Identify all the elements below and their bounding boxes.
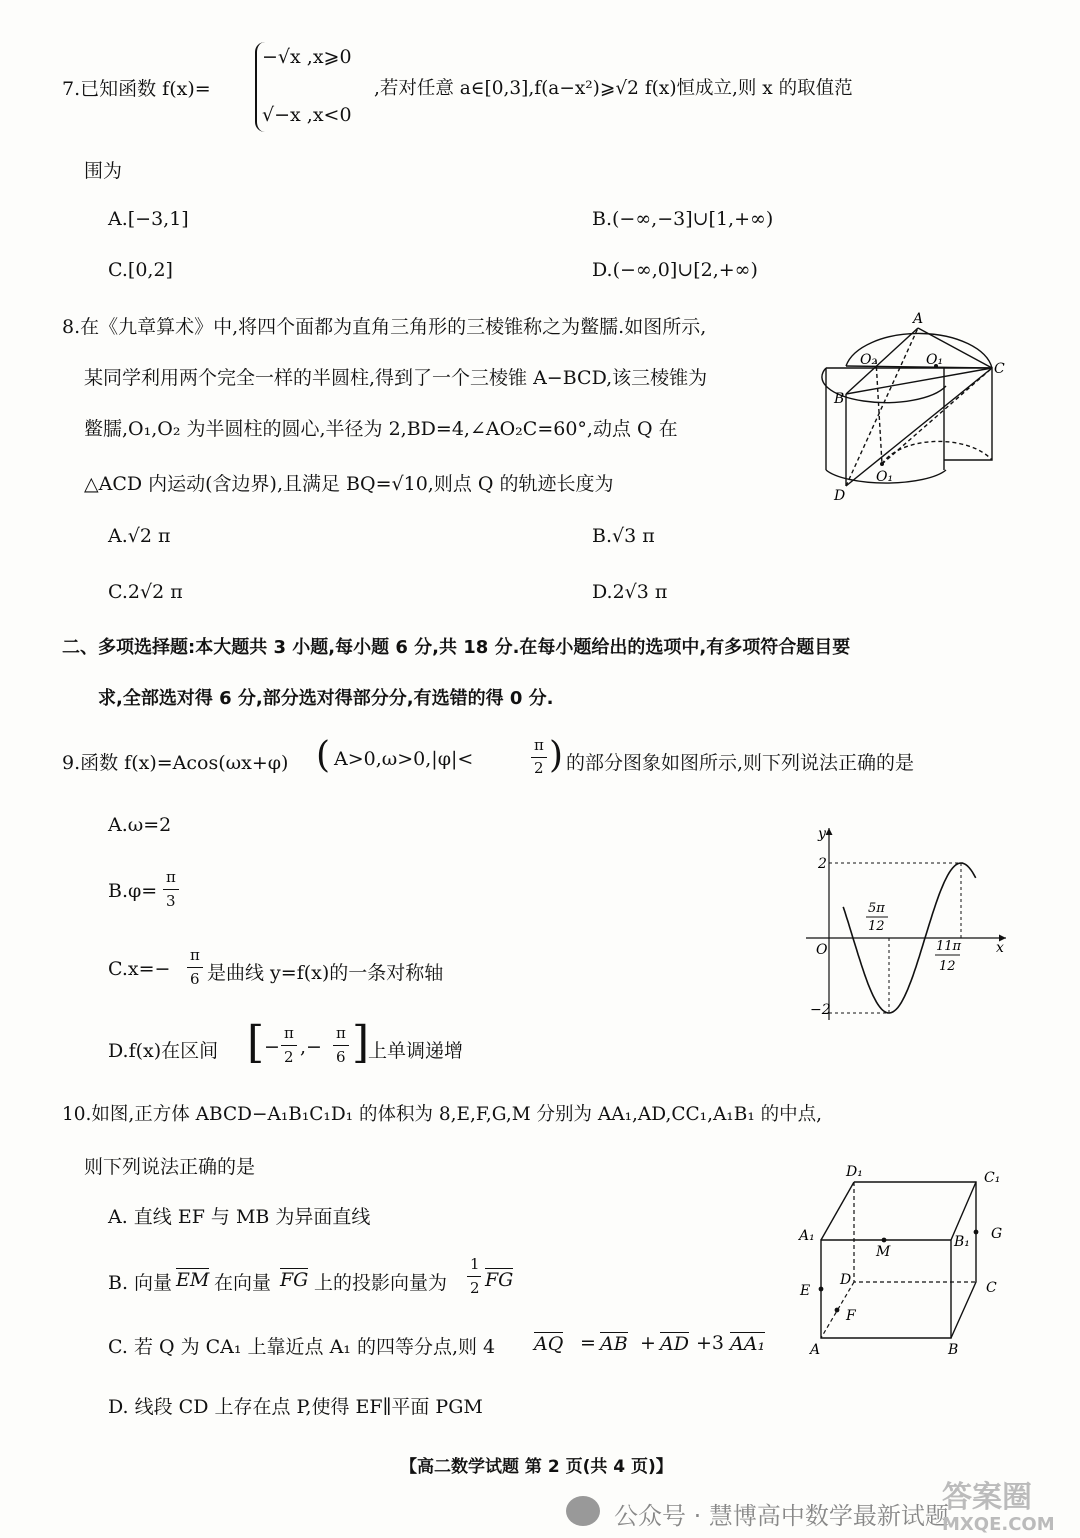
q10-option-b-den: 2: [470, 1279, 480, 1297]
q8-line-4: △ACD 内运动(含边界),且满足 BQ=√10,则点 Q 的轨迹长度为: [84, 473, 614, 495]
q10-option-b-num: 1: [470, 1255, 480, 1273]
q9-stem-pi: π: [534, 736, 544, 754]
q9-option-d-bracket-right: ]: [352, 1017, 370, 1068]
q10-option-c-vector-ab: AB: [600, 1333, 628, 1355]
q9-option-d-den2: 6: [336, 1048, 346, 1066]
q8-label-d: D: [834, 488, 846, 504]
q7-piece2: √−x ,x<0: [262, 104, 352, 126]
q10-label-g: G: [991, 1226, 1003, 1242]
q9-option-d-pre: D.f(x)在区间: [108, 1040, 219, 1062]
q8-line-3: 鳖臑,O₁,O₂ 为半圆柱的圆心,半径为 2,BD=4,∠AO₂C=60°,动点 Q 在: [84, 418, 678, 440]
q9-option-d-post: 上单调递增: [368, 1040, 464, 1062]
q10-option-b-vector-fg2: FG: [485, 1269, 514, 1291]
q7-option-a: A.[−3,1]: [108, 208, 189, 230]
q10-label-b1: B₁: [954, 1234, 970, 1250]
q9-paren-left: (: [316, 735, 331, 776]
q9-option-c-num: π: [190, 946, 200, 964]
q7-stem-start: 7.已知函数 f(x)=: [62, 78, 211, 100]
q9-option-b-bar: [163, 889, 179, 890]
q8-label-o1-top: O₁: [926, 352, 944, 368]
q10-option-c-pre: C. 若 Q 为 CA₁ 上靠近点 A₁ 的四等分点,则 4: [108, 1336, 496, 1358]
q9-stem-b: 的部分图象如图所示,则下列说法正确的是: [566, 752, 915, 774]
q9-paren-right: ): [549, 735, 564, 776]
q10-point-f: [835, 1308, 840, 1313]
q10-option-c-vector-aa1: AA₁: [730, 1333, 766, 1355]
q9-xtick-2-den: 12: [939, 959, 956, 974]
q9-ytick-2: 2: [818, 856, 827, 872]
watermark-text: 公众号 · 慧博高中数学最新试题: [614, 1502, 949, 1530]
page-footer: 【高二数学试题 第 2 页(共 4 页)】: [400, 1457, 673, 1477]
q9-xtick-2-num: 11π: [936, 939, 962, 954]
q9-option-d-comma: ,−: [300, 1036, 322, 1058]
wechat-logo-icon: [566, 1496, 600, 1526]
q8-label-a: A: [913, 311, 924, 327]
q10-stem-2: 则下列说法正确的是: [84, 1156, 256, 1178]
q10-label-d: D: [840, 1272, 852, 1288]
q10-option-b-vector-fg: FG: [280, 1269, 309, 1291]
q10-label-c1: C₁: [984, 1170, 1001, 1186]
q9-option-d-num2: π: [336, 1024, 346, 1042]
q10-label-d1: D₁: [846, 1164, 863, 1180]
q10-label-c: C: [986, 1280, 997, 1296]
watermark-stamp: [908, 1472, 1080, 1538]
q9-xtick-1-num: 5π: [868, 901, 885, 916]
q8-label-o1-bottom: O₁: [876, 469, 894, 485]
q10-label-a1: A₁: [799, 1228, 815, 1244]
q7-option-d: D.(−∞,0]∪[2,+∞): [592, 259, 758, 281]
q9-option-b-pre: B.φ=: [108, 880, 158, 902]
q9-option-d-bracket-left: [: [247, 1017, 265, 1068]
q9-option-c-bar: [187, 967, 203, 968]
q9-option-d-num1: π: [284, 1024, 294, 1042]
q10-stem-1: 10.如图,正方体 ABCD−A₁B₁C₁D₁ 的体积为 8,E,F,G,M 分别为 AA₁,AD,CC₁,A₁B₁ 的中点,: [62, 1104, 823, 1125]
q10-point-g: [974, 1230, 979, 1235]
q9-stem-two: 2: [534, 759, 544, 777]
q9-option-d-bar2: [333, 1045, 349, 1046]
section2-line-1: 二、多项选择题:本大题共 3 小题,每小题 6 分,共 18 分.在每小题给出的选项中,有多项符合题目要: [62, 637, 851, 658]
q10-point-e: [819, 1287, 824, 1292]
q9-option-c-den: 6: [190, 970, 200, 988]
q8-line-2: 某同学利用两个完全一样的半圆柱,得到了一个三棱锥 A−BCD,该三棱锥为: [84, 367, 708, 389]
q10-option-b-mid2: 上的投影向量为: [314, 1272, 448, 1294]
q9-option-d-den1: 2: [284, 1048, 294, 1066]
q7-stem-end: 围为: [84, 160, 123, 182]
q8-figure: [818, 311, 1018, 508]
q10-option-d: D. 线段 CD 上存在点 P,使得 EF∥平面 PGM: [108, 1396, 483, 1418]
q10-label-f: F: [846, 1308, 856, 1324]
q9-graph: [796, 820, 1016, 1030]
q10-label-b: B: [948, 1342, 959, 1358]
q9-option-a: A.ω=2: [108, 814, 172, 836]
q10-option-c-vector-ad: AD: [660, 1333, 689, 1355]
q8-option-c: C.2√2 π: [108, 581, 183, 603]
q10-option-b-bar: [467, 1276, 481, 1277]
q9-y-label: y: [818, 826, 826, 842]
q9-stem-a: 9.函数 f(x)=Acos(ωx+φ): [62, 752, 289, 774]
q9-xtick-1-den: 12: [868, 919, 885, 934]
q9-stem-cond: A>0,ω>0,|φ|<: [334, 748, 474, 770]
section2-line-2: 求,全部选对得 6 分,部分选对得部分分,有选错的得 0 分.: [98, 688, 554, 709]
q10-cube-figure: [796, 1160, 1016, 1360]
q8-line-1: 8.在《九章算术》中,将四个面都为直角三角形的三棱锥称之为鳖臑.如图所示,: [62, 316, 707, 338]
q8-label-o2: O₂: [860, 352, 878, 368]
q10-label-a: A: [810, 1342, 821, 1358]
q9-option-d-bar1: [281, 1045, 297, 1046]
q9-option-d-minus1: −: [264, 1036, 280, 1058]
q9-option-c-post: 是曲线 y=f(x)的一条对称轴: [207, 962, 444, 984]
q10-label-e: E: [800, 1283, 811, 1299]
q9-option-c-pre: C.x=−: [108, 958, 171, 980]
q7-option-c: C.[0,2]: [108, 259, 173, 281]
q9-option-b-den: 3: [166, 892, 176, 910]
q10-label-m: M: [876, 1244, 891, 1260]
q8-option-a: A.√2 π: [108, 525, 171, 547]
q10-option-b-vector-em: EM: [176, 1269, 210, 1291]
q10-option-b-pre: B. 向量: [108, 1272, 173, 1294]
watermark-stamp-top: 答案圈: [942, 1480, 1032, 1515]
q7-stem-mid: ,若对任意 a∈[0,3],f(a−x²)⩾√2 f(x)恒成立,则 x 的取值范: [374, 78, 853, 99]
q9-origin-label: O: [816, 942, 828, 958]
q8-label-b: B: [834, 391, 845, 407]
q8-option-b: B.√3 π: [592, 525, 655, 547]
q10-option-c-eq: =: [580, 1332, 596, 1354]
q8-label-c: C: [994, 361, 1005, 377]
q8-o1-bottom-point: [880, 462, 884, 466]
q10-point-m: [882, 1238, 887, 1243]
q9-x-label: x: [996, 940, 1004, 956]
q7-piece1: −√x ,x⩾0: [262, 46, 352, 68]
q10-option-c-plus3: +3: [696, 1332, 725, 1354]
q8-option-d: D.2√3 π: [592, 581, 668, 603]
q10-option-b-mid: 在向量: [214, 1272, 272, 1294]
q10-option-c-vector-aq: AQ: [534, 1333, 564, 1355]
q10-option-a: A. 直线 EF 与 MB 为异面直线: [108, 1206, 371, 1228]
q10-option-c-plus: +: [640, 1332, 656, 1354]
q7-option-b: B.(−∞,−3]∪[1,+∞): [592, 208, 774, 230]
q9-stem-fraction-bar: [531, 757, 547, 758]
q9-ytick-minus2: −2: [810, 1002, 831, 1018]
watermark-stamp-bottom: MXQE.COM: [942, 1514, 1055, 1535]
q9-option-b-num: π: [166, 868, 176, 886]
